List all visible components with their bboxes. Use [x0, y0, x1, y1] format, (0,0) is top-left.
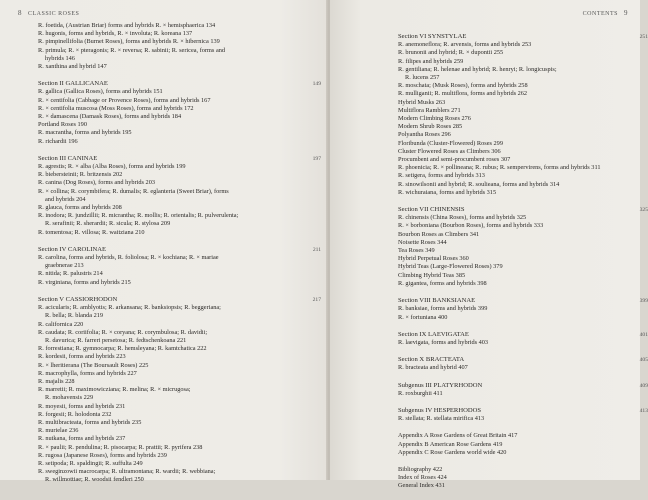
contents-entry: R. banksiae, forms and hybrids 399 [398, 305, 488, 313]
section-title: Section X BRACTEATA [398, 356, 465, 364]
contents-entry: R. murielae 236 [38, 427, 79, 435]
contents-entry: Modern Climbing Roses 276 [398, 115, 471, 123]
section-page-number: 251 [639, 34, 648, 40]
contents-entry: Procumbent and semi-procumbent roses 307 [398, 156, 511, 164]
contents-section [398, 406, 648, 423]
contents-entry: R. × damascena (Damask Roses), forms and hybrids 184 [38, 113, 182, 121]
section-title: Section VII CHINENSIS [398, 206, 465, 214]
left-contents-column [38, 22, 321, 494]
section-title: Subgenus IV HESPERHODOS [398, 406, 482, 414]
contents-entry: R. × centifolia (Cabbage or Provence Roses), forms and hybrids 167 [38, 96, 211, 104]
contents-entry: R. bella; R. blanda 219 [45, 312, 104, 320]
section-title: Section VIII BANKSIANAE [398, 297, 476, 305]
contents-entry: R. gentiliana; R. helenae and hybrid; R. henryi; R. longicuspis; [398, 65, 557, 73]
contents-entry: R. majalis 228 [38, 377, 75, 385]
contents-entry: Bourbon Roses as Climbers 341 [398, 230, 480, 238]
contents-entry: R. caudata; R. coriifolia; R. × coryana; R. corymbulosa; R. davidii; [38, 328, 208, 336]
contents-entry: R. serafinii; R. sherardii; R. sicula; R. stylosa 209 [45, 220, 171, 228]
contents-entry: R. gigantea, forms and hybrids 398 [398, 279, 487, 287]
contents-entry: R. richardii 196 [38, 137, 78, 145]
contents-entry: R. stellata; R. stellata mirifica 413 [398, 415, 485, 423]
contents-entry: R. nutkana, forms and hybrids 237 [38, 435, 126, 443]
contents-entry: R. laevigata, forms and hybrids 403 [398, 338, 489, 346]
contents-entry: graebnerae 213 [45, 262, 84, 270]
contents-entry: R. macrophylla, forms and hybrids 227 [38, 369, 137, 377]
contents-section [38, 245, 321, 287]
contents-entry: R. filipes and hybrids 259 [398, 57, 464, 65]
contents-entry: R. xanthina and hybrid 147 [38, 63, 107, 71]
running-head-title: CLASSIC ROSES [28, 11, 80, 17]
running-head-title: CONTENTS [582, 11, 618, 17]
section-page-number: 409 [639, 382, 648, 389]
contents-entry: Multiflora Ramblers 271 [398, 106, 461, 114]
contents-entry: R. × fortuniana 400 [398, 313, 448, 321]
contents-section [38, 154, 321, 237]
section-title: Section II GALLICANAE [38, 80, 108, 88]
contents-entry: R. carolina, forms and hybrids, R. foliolosa; R. × kochiana; R. × mariae [38, 254, 219, 262]
section-page-number: 405 [639, 357, 648, 364]
contents-section [38, 22, 313, 71]
page-number: 8 [18, 9, 22, 17]
contents-entry: Bibliography 422 [398, 465, 443, 473]
contents-entry: R. kordesii, forms and hybrids 223 [38, 353, 126, 361]
contents-entry: R. tomentosa; R. villosa; R. waitziana 210 [38, 228, 145, 236]
contents-entry: R. brunonii and hybrid; R. × dupontii 255 [398, 49, 504, 57]
contents-entry: R. inodora; R. jundzillii; R. micrantha; R. mollis; R. orientalis; R. pulverulenta; [38, 212, 239, 220]
contents-entry: R. mulliganii; R. multiflora, forms and hybrids 262 [398, 90, 528, 98]
page-number: 9 [624, 9, 628, 17]
contents-entry: R. roxburghii 411 [398, 389, 443, 397]
contents-entry: Portland Roses 190 [38, 121, 87, 129]
contents-section [398, 297, 648, 322]
contents-entry: Appendix B American Rose Gardens 419 [398, 440, 503, 448]
section-page-number: 401 [639, 331, 648, 338]
contents-entry: R. × paulii; R. pendulina; R. pisocarpa; R. prattii; R. pyrifera 238 [38, 443, 203, 451]
contents-entry: R. forrestiana; R. gymnocarpa; R. hemsleyana; R. kamtchatica 222 [38, 345, 207, 353]
contents-entry: R. foetida, (Austrian Briar) forms and hybrids R. × hemisphaerica 134 [38, 22, 216, 29]
contents-entry: R. × borboniana (Bourbon Roses), forms and hybrids 333 [398, 222, 544, 230]
contents-entry: R. acicularis; R. amblyotis; R. arkansana; R. banksiopsis; R. beggeriana; [38, 304, 221, 312]
contents-entry: R. californica 220 [38, 320, 84, 328]
running-head-left [18, 9, 79, 17]
contents-entry: R. rugosa (Japanese Roses), forms and hybrids 239 [38, 451, 167, 459]
contents-entry: R. marretii; R. maximowicziana; R. melina; R. × micrugosa; [38, 386, 191, 394]
contents-entry: Floribunda (Cluster-Flowered) Roses 299 [398, 139, 503, 147]
contents-entry: R. anemoneflora; R. arvensis, forms and hybrids 253 [398, 41, 532, 49]
contents-entry: R. macrantha, forms and hybrids 195 [38, 129, 132, 137]
contents-entry: R. virginiana, forms and hybrids 215 [38, 278, 131, 286]
contents-entry: R. primula; R. × pteragonis; R. × reversa; R. sabinii; R. sericea, forms and [38, 46, 226, 54]
contents-entry: R. hugonis, forms and hybrids, R. × involuta; R. koreana 137 [38, 30, 193, 38]
contents-entry: R. davurica; R. farreri persetosa; R. fedtschenkoana 221 [45, 336, 187, 344]
section-page-number: 149 [312, 81, 321, 88]
contents-section [398, 381, 648, 398]
section-title: Section V CASSIORHODON [38, 295, 118, 303]
contents-section [38, 295, 321, 485]
contents-entry: R. forgesii; R. holodonta 232 [38, 410, 112, 418]
contents-entry: R. setipoda; R. spaldingii; R. suffulta 249 [38, 459, 143, 467]
contents-entry: Noisette Roses 344 [398, 238, 447, 246]
contents-entry: R. pimpinellifolia (Burnet Roses), forms and hybrids R. × hibernica 139 [38, 38, 220, 46]
contents-section [398, 33, 648, 197]
contents-section [398, 330, 648, 347]
section-page-number: 325 [639, 207, 648, 214]
contents-section [398, 466, 630, 491]
contents-entry: R. gallica (Gallica Roses), forms and hybrids 151 [38, 88, 163, 96]
contents-section [398, 206, 648, 288]
contents-entry: R. canina (Dog Roses), forms and hybrids 203 [38, 179, 155, 187]
contents-entry: and hybrids 204 [45, 195, 86, 203]
contents-entry: R. moschata; (Musk Roses), forms and hybrids 258 [398, 82, 528, 90]
contents-entry: Cluster Flowered Roses as Climbers 306 [398, 147, 501, 155]
contents-entry: R. biebersteinii; R. britzensis 202 [38, 171, 123, 179]
contents-entry: R. agrestis; R. × alba (Alba Roses), forms and hybrids 199 [38, 163, 186, 171]
contents-entry: R. moyesii, forms and hybrids 231 [38, 402, 126, 410]
contents-section [398, 356, 648, 372]
contents-entry: Hybrid Teas (Large-Flowered Roses) 379 [398, 263, 503, 271]
contents-section [398, 432, 630, 457]
section-title: Section IX LAEVIGATAE [398, 330, 469, 338]
contents-entry: General Index 431 [398, 482, 445, 490]
section-title: Section IV CAROLINAE [38, 245, 107, 253]
section-title: Subgenus III PLATYRHODON [398, 381, 483, 389]
contents-entry: R. phoenicia; R. × pollineana; R. rubus; R. sempervirens, forms and hybrids 311 [398, 164, 601, 172]
contents-entry: Modern Shrub Roses 285 [398, 123, 463, 131]
contents-entry: Hybrid Musks 263 [398, 98, 446, 106]
contents-entry: Hybrid Perpetual Roses 360 [398, 255, 469, 263]
contents-entry: R. bracteata and hybrid 407 [398, 364, 468, 372]
contents-entry: R. nitida; R. palustris 214 [38, 270, 103, 278]
section-title: Section VI SYNSTYLAE [398, 33, 467, 40]
contents-entry: Index of Roses 424 [398, 474, 447, 482]
contents-entry: R. setigera, forms and hybrids 313 [398, 172, 485, 180]
section-page-number: 197 [312, 155, 321, 162]
contents-entry: R. × collina; R. corymbifera; R. dumalis; R. eglanteria (Sweet Briar), forms [38, 187, 229, 195]
right-page [330, 0, 648, 490]
contents-entry: R. × centifolia muscosa (Moss Roses), forms and hybrids 172 [38, 104, 194, 112]
contents-entry: R. wichuraiana, forms and hybrids 315 [398, 188, 497, 196]
contents-entry: Tea Roses 349 [398, 247, 435, 255]
contents-entry: R. × lheritierana (The Boursault Roses) 225 [38, 361, 149, 369]
contents-entry: Climbing Hybrid Teas 385 [398, 271, 466, 279]
contents-entry: Appendix C Rose Gardens world wide 420 [398, 448, 507, 456]
contents-entry: hybrids 146 [45, 54, 75, 62]
contents-entry: Appendix A Rose Gardens of Great Britain 417 [398, 432, 518, 440]
contents-entry: Polyantha Roses 296 [398, 131, 451, 139]
right-contents-column [398, 33, 648, 500]
section-page-number: 211 [312, 246, 321, 253]
section-page-number: 399 [639, 298, 648, 305]
section-page-number: 217 [312, 296, 321, 303]
contents-entry: R. sinowilsonii and hybrid; R. soulieana, forms and hybrids 314 [398, 180, 560, 188]
contents-entry: R. mohavensis 229 [45, 394, 94, 402]
contents-entry: R. willmottiae; R. woodsii fendleri 250 [45, 476, 144, 484]
contents-section [38, 80, 321, 146]
running-head-right [583, 9, 628, 17]
contents-entry: R. sweginzowii macrocarpa; R. ultramontana; R. wardii; R. webbiana; [38, 468, 216, 476]
contents-entry: R. lucens 257 [405, 74, 440, 82]
contents-entry: R. multibracteata, forms and hybrids 235 [38, 418, 142, 426]
section-title: Section III CANINAE [38, 154, 98, 162]
contents-entry: R. glauca, forms and hybrids 208 [38, 204, 122, 212]
section-page-number: 413 [639, 407, 648, 414]
contents-entry: R. chinensis (China Roses), forms and hybrids 325 [398, 214, 527, 222]
left-page [0, 0, 328, 484]
